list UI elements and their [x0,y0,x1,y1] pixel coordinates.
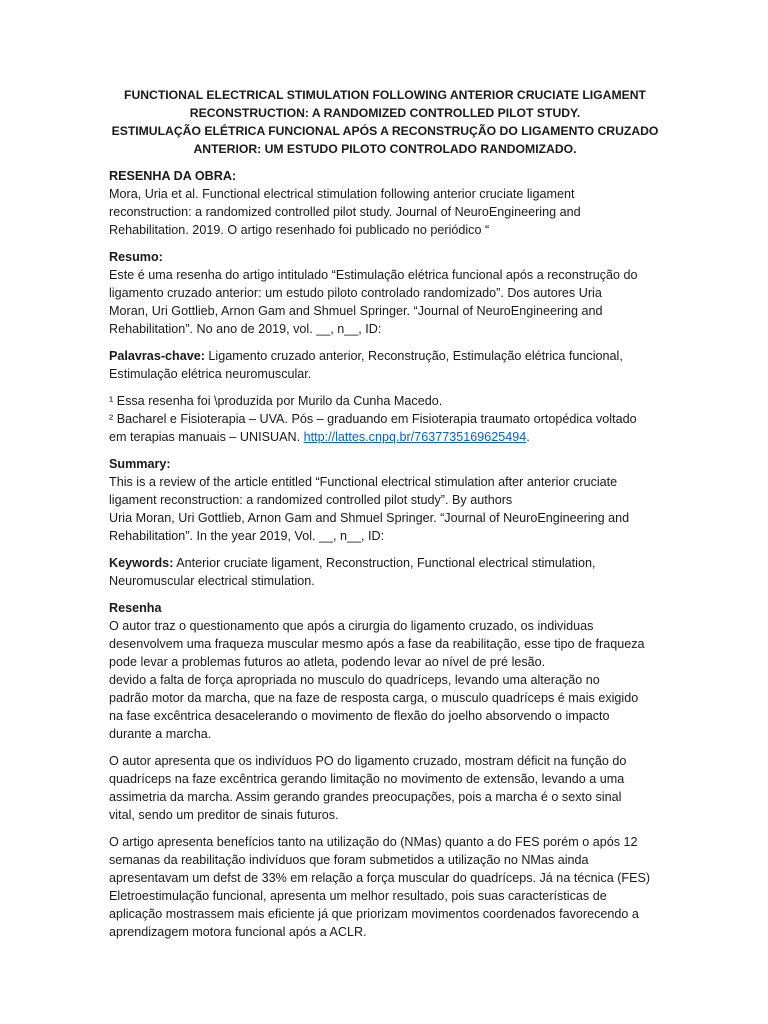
footnote-2-prefix: em terapias manuais – UNISUAN. [109,430,304,444]
text-line: devido a falta de força apropriada no musculo do quadríceps, levando uma alteração no [109,673,600,687]
lattes-link[interactable]: http://lattes.cnpq.br/7637735169625494 [303,430,527,444]
resenha-paragraph-3 [109,833,661,941]
palavras-chave [109,347,661,383]
palavras-chave-label: Palavras-chave: [109,349,205,363]
footnote-1: ¹ Essa resenha foi \produzida por Murilo da Cunha Macedo. [109,394,443,408]
text-line: Uria Moran, Uri Gottlieb, Arnon Gam and Shmuel Springer. “Journal of NeuroEngineering and [109,511,630,525]
text-line: Estimulação elétrica neuromuscular. [109,367,312,381]
text-line: Rehabilitation. 2019. O artigo resenhado foi publicado no periódico “ [109,223,490,237]
text-line: Mora, Uria et al. Functional electrical stimulation following anterior cruciate ligament [109,187,575,201]
text-line: desenvolvem uma fraqueza muscular mesmo após a fase da reabilitação, esse tipo de fraqueza [109,637,645,651]
resenha-paragraph-2 [109,752,661,824]
text-line: assimetria da marcha. Assim gerando grandes preocupações, pois a marcha é o sexto sinal [109,790,622,804]
keywords [109,554,661,590]
text-line: apresentavam um defst de 33% em relação a força muscular do quadríceps. Já na técnica (FES) [109,871,651,885]
text-line: Rehabilitation”. In the year 2019, Vol. __, n__, ID: [109,529,385,543]
resenha-obra-text [109,185,661,239]
title-line-1: FUNCTIONAL ELECTRICAL STIMULATION FOLLOWING ANTERIOR CRUCIATE LIGAMENT [124,88,646,102]
resumo-text [109,266,661,338]
summary-heading: Summary: [109,457,171,471]
text-line: ligament reconstruction: a randomized controlled pilot study”. By authors [109,493,513,507]
resenha-heading: Resenha [109,601,162,615]
palavras-chave-text: Ligamento cruzado anterior, Reconstrução, Estimulação elétrica funcional, [204,349,623,363]
text-line: O autor apresenta que os indivíduos PO do ligamento cruzado, mostram déficit na função do [109,754,627,768]
text-line: Rehabilitation”. No ano de 2019, vol. __, n__, ID: [109,322,382,336]
text-line: na fase excêntrica desacelerando o movimento de flexão do joelho absorvendo o impacto [109,709,610,723]
title-line-4: ANTERIOR: UM ESTUDO PILOTO CONTROLADO RANDOMIZADO. [193,142,577,156]
keywords-text: Anterior cruciate ligament, Reconstruction, Functional electrical stimulation, [173,556,596,570]
footnote-2-suffix: . [526,430,530,444]
text-line: Eletroestimulação funcional, apresenta um melhor resultado, pois suas características de [109,889,607,903]
text-line: semanas da reabilitação indivíduos que foram submetidos a utilização no NMas ainda [109,853,589,867]
text-line: Neuromuscular electrical stimulation. [109,574,315,588]
text-line: O artigo apresenta benefícios tanto na utilização do (NMas) quanto a do FES porém o após 12 [109,835,638,849]
resenha-obra-heading: RESENHA DA OBRA: [109,169,237,183]
text-line: quadríceps na faze excêntrica gerando limitação no movimento de extensão, levando a uma [109,772,625,786]
text-line: This is a review of the article entitled “Functional electrical stimulation after anterior cruciate [109,475,618,489]
text-line: pode levar a problemas futuros ao atleta, podendo levar ao nível de pré lesão. [109,655,546,669]
summary-text [109,473,661,545]
text-line: durante a marcha. [109,727,212,741]
footnotes [109,392,661,446]
title-line-3: ESTIMULAÇÃO ELÉTRICA FUNCIONAL APÓS A RECONSTRUÇÃO DO LIGAMENTO CRUZADO [111,124,659,138]
document-title [101,86,669,158]
text-line: vital, sendo um preditor de sinais futuros. [109,808,339,822]
text-line: reconstruction: a randomized controlled pilot study. Journal of NeuroEngineering and [109,205,581,219]
text-line: aprendizagem motora funcional após a ACLR. [109,925,367,939]
text-line: Este é uma resenha do artigo intitulado “Estimulação elétrica funcional após a reconstrução do [109,268,638,282]
text-line: Moran, Uri Gottlieb, Arnon Gam and Shmuel Springer. “Journal of NeuroEngineering and [109,304,603,318]
text-line: aplicação mostrassem mais eficiente já que priorizam movimentos coordenados favorecendo a [109,907,639,921]
document-page [109,86,661,941]
text-line: ligamento cruzado anterior: um estudo piloto controlado randomizado”. Dos autores Uria [109,286,602,300]
title-line-2: RECONSTRUCTION: A RANDOMIZED CONTROLLED PILOT STUDY. [189,106,581,120]
footnote-2-line-1: ² Bacharel e Fisioterapia – UVA. Pós – graduando em Fisioterapia traumato ortopédica voltado [109,412,637,426]
text-line: O autor traz o questionamento que após a cirurgia do ligamento cruzado, os individuas [109,619,594,633]
resenha-paragraph-1 [109,617,661,743]
resumo-heading: Resumo: [109,250,163,264]
text-line: padrão motor da marcha, que na faze de resposta carga, o musculo quadríceps é mais exigido [109,691,639,705]
keywords-label: Keywords: [109,556,174,570]
